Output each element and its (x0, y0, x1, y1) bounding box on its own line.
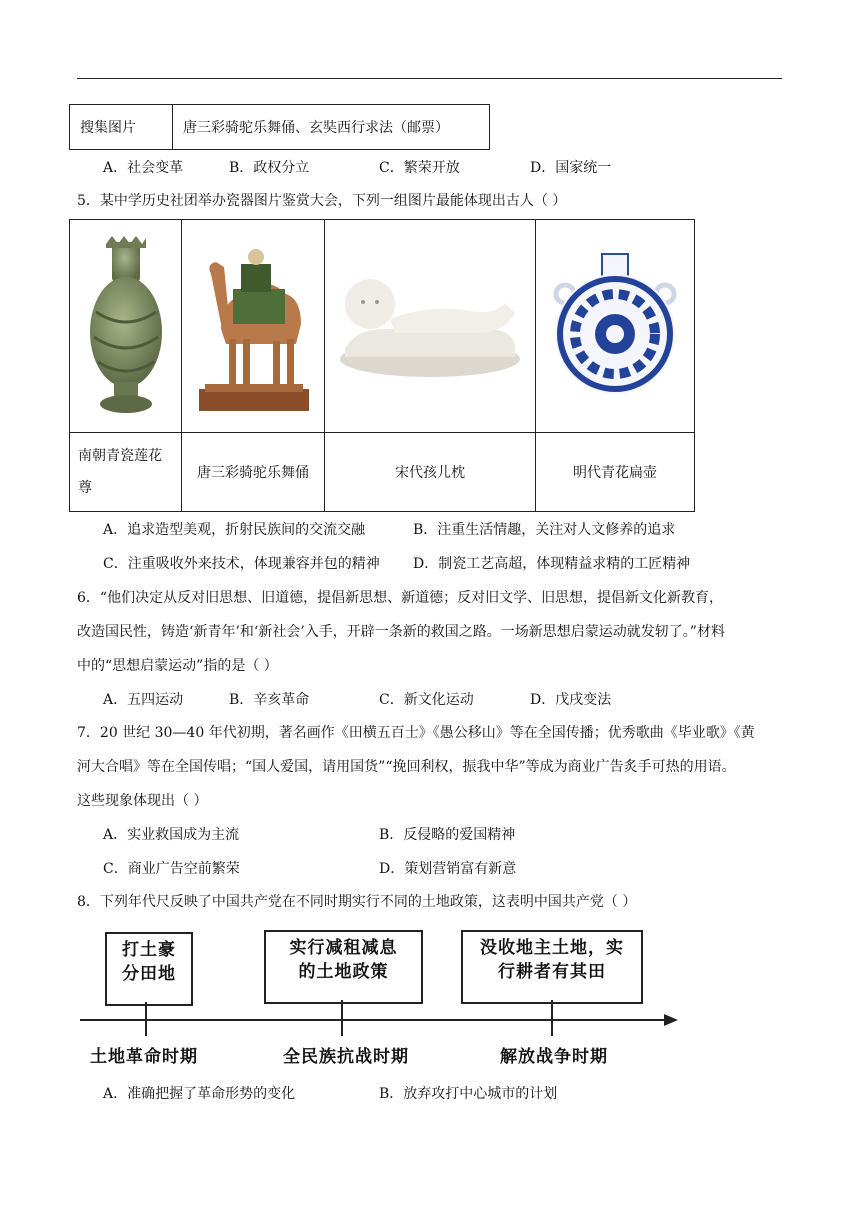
period-1: 土地革命时期 (90, 1047, 198, 1067)
q7-option-c[interactable]: C．商业广告空前繁荣 (103, 861, 240, 877)
timeline-box-3 (461, 930, 643, 1004)
timeline-axis (76, 996, 686, 1040)
timeline-box-1-line2: 分田地 (122, 964, 176, 984)
period-3: 解放战争时期 (500, 1047, 608, 1067)
camel-figure-icon (191, 229, 316, 419)
q7-line-1: 7．20 世纪 30—40 年代初期，著名画作《田横五百士》《愚公移山》等在全国传播；优秀歌曲《毕业歌》《黄 (77, 725, 755, 741)
porcelain-table (69, 219, 695, 512)
caption-celadon-line1: 南朝青瓷莲花 (78, 448, 162, 464)
caption-flask: 明代青花扁壶 (536, 433, 695, 512)
arrow-right-icon (664, 1014, 678, 1026)
timeline-box-1-line1: 打土豪 (122, 940, 176, 960)
celadon-vase-image (70, 220, 182, 433)
caption-camel: 唐三彩骑驼乐舞俑 (182, 433, 325, 512)
q4-option-b[interactable]: B．政权分立 (229, 160, 310, 176)
table-label: 搜集图片 (70, 105, 173, 150)
timeline-box-2-line2: 的土地政策 (298, 962, 389, 982)
q6-line-1: 6．“他们决定从反对旧思想、旧道德，提倡新思想、新道德；反对旧文学、旧思想，提倡新文化新教育， (77, 590, 724, 606)
q5-option-b[interactable]: B．注重生活情趣，关注对人文修养的追求 (413, 522, 676, 538)
q5-option-c[interactable]: C．注重吸收外来技术，体现兼容并包的精神 (103, 556, 380, 572)
caption-pillow: 宋代孩儿枕 (325, 433, 536, 512)
q6-option-a[interactable]: A．五四运动 (103, 692, 184, 708)
blue-white-flask-image (536, 220, 695, 433)
q7-line-2: 河大合唱》等在全国传唱；“国人爱国，请用国货”“挽回利权，振我中华”等成为商业广告炙手可热的用语。 (77, 759, 736, 775)
caption-celadon-line2: 尊 (78, 480, 92, 496)
q4-option-d[interactable]: D．国家统一 (530, 160, 612, 176)
q6-option-b[interactable]: B．辛亥革命 (229, 692, 310, 708)
q7-option-a[interactable]: A．实业救国成为主流 (103, 827, 240, 843)
child-pillow-icon (335, 264, 525, 384)
q8-stem: 8．下列年代尺反映了中国共产党在不同时期实行不同的土地政策，这表明中国共产党（ ） (77, 894, 637, 910)
celadon-vase-icon (86, 232, 166, 417)
q7-option-d[interactable]: D．策划营销富有新意 (379, 861, 517, 877)
timeline-box-2 (264, 930, 423, 1004)
q6-line-3: 中的“思想启蒙运动”指的是（ ） (77, 658, 278, 674)
q7-option-b[interactable]: B．反侵略的爱国精神 (379, 827, 516, 843)
timeline-box-2-line1: 实行减租减息 (289, 938, 398, 958)
q5-option-d[interactable]: D．制瓷工艺高超，体现精益求精的工匠精神 (413, 556, 691, 572)
q4-option-a[interactable]: A．社会变革 (103, 160, 184, 176)
q4-option-c[interactable]: C．繁荣开放 (379, 160, 460, 176)
q5-stem: 5．某中学历史社团举办瓷器图片鉴赏大会，下列一组图片最能体现出古人（ ） (77, 193, 567, 209)
q6-option-c[interactable]: C．新文化运动 (379, 692, 474, 708)
camel-figure-image (182, 220, 325, 433)
timeline-box-3-line1: 没收地主土地，实 (480, 938, 624, 958)
header-rule (77, 78, 782, 79)
table-content: 唐三彩骑驼乐舞俑、玄奘西行求法（邮票） (173, 105, 490, 150)
q5-option-a[interactable]: A．追求造型美观，折射民族间的交流交融 (103, 522, 366, 538)
period-2: 全民族抗战时期 (283, 1047, 409, 1067)
timeline-box-1 (105, 932, 193, 1006)
blue-white-flask-icon (550, 249, 680, 399)
picture-table (69, 104, 490, 150)
child-pillow-image (325, 220, 536, 433)
caption-celadon (70, 433, 182, 512)
q6-line-2: 改造国民性，铸造‘新青年’和‘新社会’入手，开辟一条新的救国之路。一场新思想启蒙运动就发轫了。”材料 (77, 624, 725, 640)
q8-option-a[interactable]: A．准确把握了革命形势的变化 (103, 1086, 296, 1102)
timeline-box-3-line2: 行耕者有其田 (498, 962, 606, 982)
q8-option-b[interactable]: B．放弃攻打中心城市的计划 (379, 1086, 558, 1102)
q7-line-3: 这些现象体现出（ ） (77, 793, 208, 809)
q6-option-d[interactable]: D．戊戌变法 (530, 692, 612, 708)
